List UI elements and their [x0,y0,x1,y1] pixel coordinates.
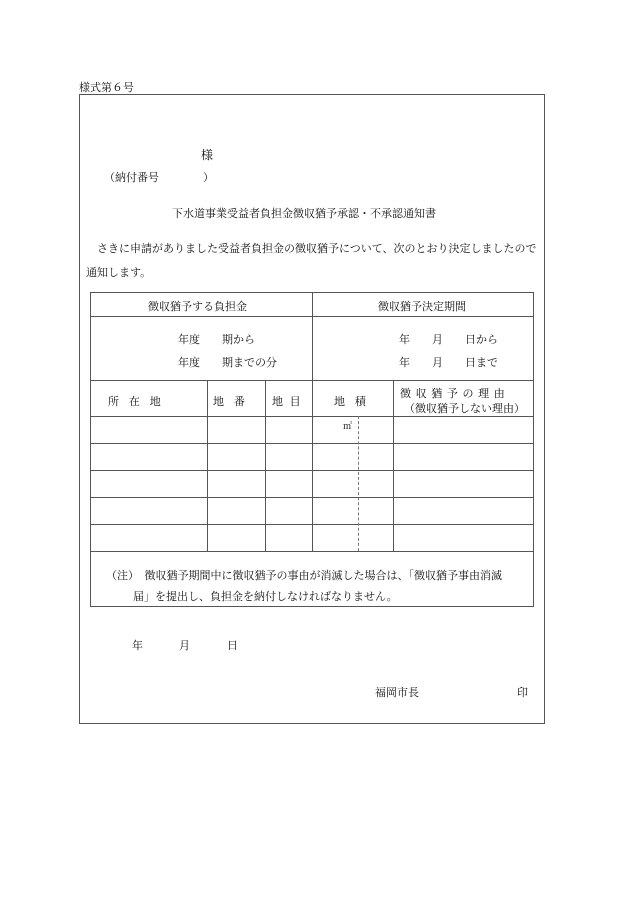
col-reason-alt: （徴収猶予しない理由） [404,402,525,415]
area-unit: ㎡ [343,422,353,432]
col-area: 地積 [334,395,376,408]
note-line-2: 届」を提出し、負担金を納付しなければなりません。 [133,590,398,603]
col-reason: 徴収猶予の理由 [400,387,510,400]
deferral-date-to: 年 月 日まで [399,356,498,369]
deferral-date-from: 年 月 日から [399,333,498,346]
date-year: 年 [132,639,143,652]
addressee-honorific: 様 [201,148,214,162]
seal-mark: 印 [517,686,528,699]
date-month: 月 [179,639,190,652]
issuer-name: 福岡市長 [375,686,419,699]
fiscal-period-from: 年度 期から [178,333,255,346]
col-land-category: 地目 [272,395,308,408]
header-burden-charge: 徴収猶予する負担金 [148,300,247,313]
fiscal-period-to: 年度 期までの分 [178,356,277,369]
col-location: 所在地 [108,395,171,408]
payment-number: （納付番号 ） [104,171,214,184]
col-lot-number: 地番 [213,395,255,408]
document-title: 下水道事業受益者負担金徴収猶予承認・不承認通知書 [172,207,436,220]
form-number: 様式第６号 [79,81,134,94]
notice-body-text: さきに申請がありました受益者負担金の徴収猶予について、次のとおり決定しましたので通知します。 [86,242,537,279]
note [106,565,536,607]
header-deferral-period: 徴収猶予決定期間 [378,300,466,313]
date-day: 日 [227,639,238,652]
note-line-1: （注） 徴収猶予期間中に徴収猶予の事由が消滅した場合は、「徴収猶予事由消滅 [106,569,502,582]
